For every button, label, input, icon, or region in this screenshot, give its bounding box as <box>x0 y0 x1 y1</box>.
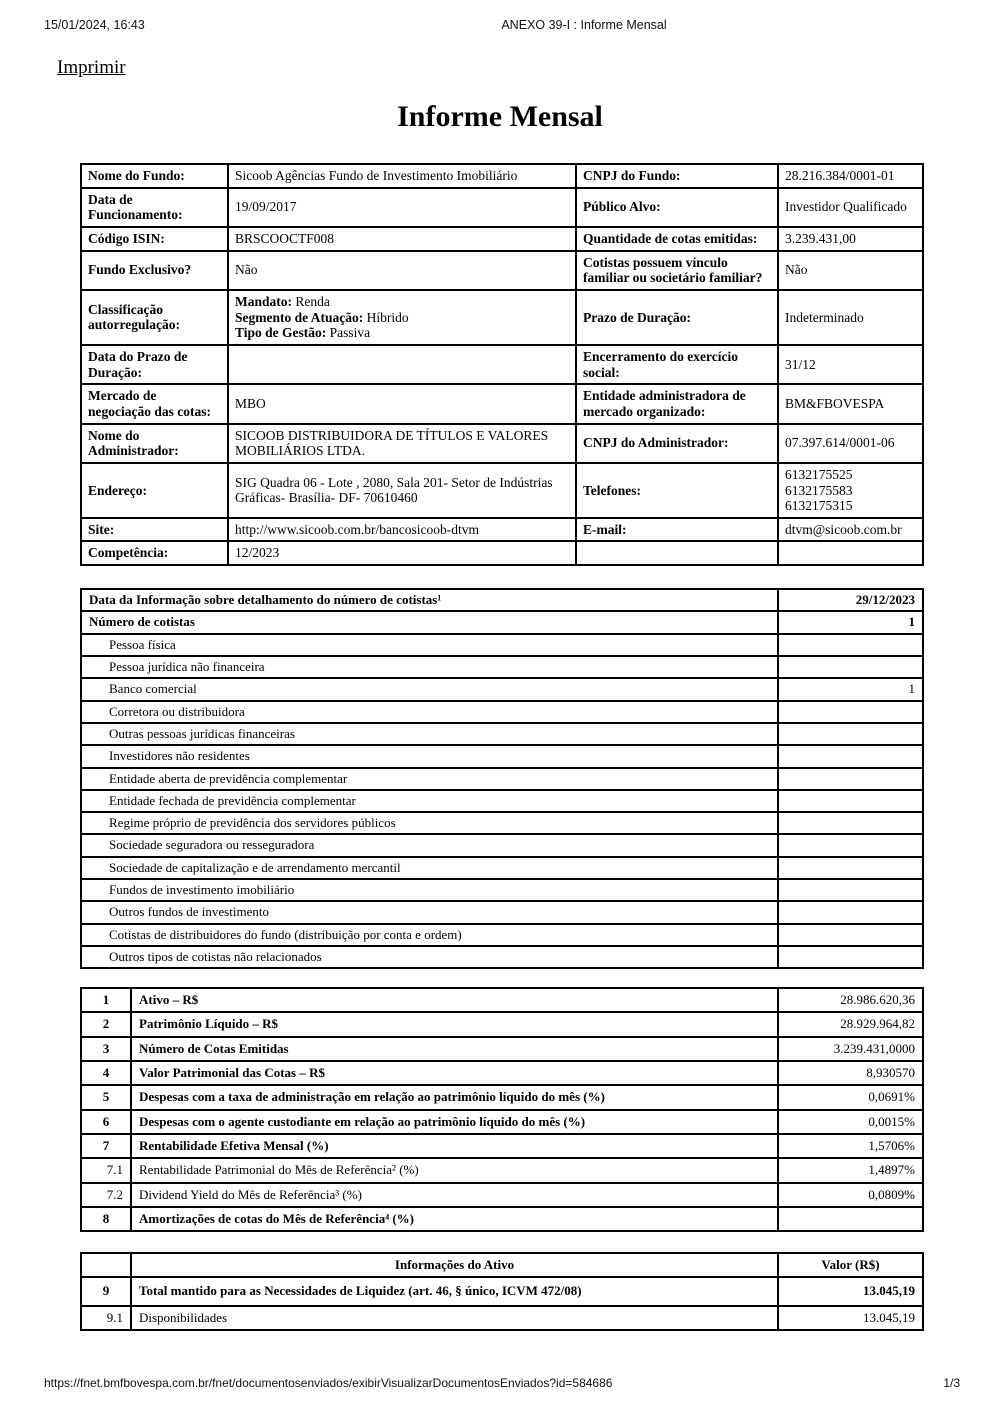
field-label: Data do Prazo de Duração: <box>81 345 228 384</box>
field-label: CNPJ do Administrador: <box>576 424 778 463</box>
table-row <box>81 345 923 384</box>
cotista-type-value <box>778 812 923 834</box>
asset-info-title: Informações do Ativo <box>131 1253 778 1277</box>
fund-info-table <box>80 163 924 566</box>
item-label: Rentabilidade Efetiva Mensal (%) <box>131 1134 778 1158</box>
table-row <box>81 424 923 463</box>
item-label: Número de Cotas Emitidas <box>131 1037 778 1061</box>
table-row <box>81 384 923 423</box>
table-row <box>81 901 923 923</box>
doc-header-title: ANEXO 39-I : Informe Mensal <box>501 18 667 32</box>
inline-label: Segmento de Atuação: <box>235 309 364 325</box>
cotista-type-label: Regime próprio de previdência dos servidores públicos <box>81 812 778 834</box>
item-value: 13.045,19 <box>778 1306 923 1330</box>
cotistas-date-value: 29/12/2023 <box>778 589 923 611</box>
item-number: 4 <box>81 1061 131 1085</box>
field-value: 28.216.384/0001-01 <box>778 164 923 188</box>
field-label: Quantidade de cotas emitidas: <box>576 227 778 251</box>
field-value <box>778 541 923 565</box>
item-label: Patrimônio Líquido – R$ <box>131 1012 778 1036</box>
table-row <box>81 988 923 1012</box>
field-label: Endereço: <box>81 463 228 518</box>
field-label: Fundo Exclusivo? <box>81 251 228 290</box>
field-value: Investidor Qualificado <box>778 188 923 227</box>
table-row <box>81 790 923 812</box>
item-value: 3.239.431,0000 <box>778 1037 923 1061</box>
field-label: Mercado de negociação das cotas: <box>81 384 228 423</box>
field-label: Data de Funcionamento: <box>81 188 228 227</box>
phone-number: 6132175525 <box>785 466 853 482</box>
table-row <box>81 541 923 565</box>
item-label: Despesas com a taxa de administração em relação ao patrimônio líquido do mês (%) <box>131 1085 778 1109</box>
item-number: 7 <box>81 1134 131 1158</box>
field-label: Público Alvo: <box>576 188 778 227</box>
field-value: http://www.sicoob.com.br/bancosicoob-dtvm <box>228 518 576 542</box>
field-label: E-mail: <box>576 518 778 542</box>
item-number: 5 <box>81 1085 131 1109</box>
table-row <box>81 1012 923 1036</box>
asset-info-table <box>80 1252 924 1331</box>
field-label: Código ISIN: <box>81 227 228 251</box>
footer-url: https://fnet.bmfbovespa.com.br/fnet/documentosenviados/exibirVisualizarDocumentosEnviados?id=584686 <box>44 1376 613 1390</box>
table-row <box>81 1085 923 1109</box>
indicators-table <box>80 987 924 1232</box>
cotista-type-value <box>778 634 923 656</box>
inline-label: Mandato: <box>235 293 292 309</box>
table-row <box>81 1110 923 1134</box>
item-number: 8 <box>81 1207 131 1231</box>
item-value: 0,0691% <box>778 1085 923 1109</box>
cotistas-table <box>80 588 924 969</box>
cotistas-date-label: Data da Informação sobre detalhamento do número de cotistas¹ <box>81 589 778 611</box>
table-row <box>81 518 923 542</box>
phone-number: 6132175315 <box>785 498 853 514</box>
table-row <box>81 812 923 834</box>
field-value: BRSCOOCTF008 <box>228 227 576 251</box>
field-value: 31/12 <box>778 345 923 384</box>
field-value: 07.397.614/0001-06 <box>778 424 923 463</box>
field-value: SIG Quadra 06 - Lote , 2080, Sala 201- Setor de Indústrias Gráficas- Brasília- DF- 70610460 <box>228 463 576 518</box>
table-row <box>81 745 923 767</box>
item-label: Ativo – R$ <box>131 988 778 1012</box>
item-number: 7.2 <box>81 1183 131 1207</box>
cotista-type-label: Banco comercial <box>81 678 778 700</box>
table-row <box>81 834 923 856</box>
field-label: Telefones: <box>576 463 778 518</box>
table-row <box>81 723 923 745</box>
table-row <box>81 1037 923 1061</box>
field-value: dtvm@sicoob.com.br <box>778 518 923 542</box>
table-row <box>81 678 923 700</box>
field-value: Indeterminado <box>778 290 923 345</box>
inline-value: Renda <box>295 293 330 309</box>
cotista-type-value <box>778 768 923 790</box>
item-number: 1 <box>81 988 131 1012</box>
item-value: 28.986.620,36 <box>778 988 923 1012</box>
cotista-type-value <box>778 857 923 879</box>
phones-cell <box>778 463 923 518</box>
table-row <box>81 589 923 611</box>
table-row <box>81 463 923 518</box>
cotista-type-label: Sociedade seguradora ou resseguradora <box>81 834 778 856</box>
table-row <box>81 857 923 879</box>
cotista-type-value <box>778 946 923 968</box>
table-row <box>81 290 923 345</box>
field-label <box>576 541 778 565</box>
table-row <box>81 1207 923 1231</box>
table-row <box>81 1061 923 1085</box>
item-label: Total mantido para as Necessidades de Liquidez (art. 46, § único, ICVM 472/08) <box>131 1277 778 1305</box>
cotista-type-label: Cotistas de distribuidores do fundo (distribuição por conta e ordem) <box>81 924 778 946</box>
field-label: Site: <box>81 518 228 542</box>
field-label: Nome do Administrador: <box>81 424 228 463</box>
cotista-type-label: Fundos de investimento imobiliário <box>81 879 778 901</box>
field-value: Sicoob Agências Fundo de Investimento Imobiliário <box>228 164 576 188</box>
field-label: Prazo de Duração: <box>576 290 778 345</box>
table-row <box>81 946 923 968</box>
cotista-type-value <box>778 790 923 812</box>
print-link[interactable]: Imprimir <box>57 57 126 78</box>
table-row <box>81 164 923 188</box>
field-value: 3.239.431,00 <box>778 227 923 251</box>
cotista-type-label: Outros tipos de cotistas não relacionados <box>81 946 778 968</box>
field-value: MBO <box>228 384 576 423</box>
item-value: 1,5706% <box>778 1134 923 1158</box>
field-label: Classificação autorregulação: <box>81 290 228 345</box>
table-row <box>81 1277 923 1305</box>
table-row <box>81 701 923 723</box>
cotista-type-label: Outros fundos de investimento <box>81 901 778 923</box>
cotista-type-label: Sociedade de capitalização e de arrendamento mercantil <box>81 857 778 879</box>
item-label: Rentabilidade Patrimonial do Mês de Referência² (%) <box>131 1158 778 1182</box>
field-value: Não <box>228 251 576 290</box>
table-row <box>81 188 923 227</box>
field-label: Encerramento do exercício social: <box>576 345 778 384</box>
cotista-type-label: Pessoa física <box>81 634 778 656</box>
table-row <box>81 227 923 251</box>
cotistas-total-value: 1 <box>778 611 923 633</box>
cotista-type-value <box>778 656 923 678</box>
footer-page-number: 1/3 <box>943 1376 960 1390</box>
asset-value-header: Valor (R$) <box>778 1253 923 1277</box>
empty-cell <box>81 1253 131 1277</box>
item-label: Amortizações de cotas do Mês de Referência⁴ (%) <box>131 1207 778 1231</box>
item-label: Despesas com o agente custodiante em relação ao patrimônio líquido do mês (%) <box>131 1110 778 1134</box>
cotista-type-label: Corretora ou distribuidora <box>81 701 778 723</box>
table-row <box>81 1158 923 1182</box>
item-value: 28.929.964,82 <box>778 1012 923 1036</box>
classification-line <box>235 325 569 341</box>
inline-label: Tipo de Gestão: <box>235 325 327 341</box>
field-value: 19/09/2017 <box>228 188 576 227</box>
inline-value: Híbrido <box>366 309 409 325</box>
item-value: 8,930570 <box>778 1061 923 1085</box>
table-row <box>81 251 923 290</box>
item-label: Dividend Yield do Mês de Referência³ (%) <box>131 1183 778 1207</box>
cotista-type-value <box>778 723 923 745</box>
item-number: 3 <box>81 1037 131 1061</box>
cotista-type-label: Entidade aberta de previdência complementar <box>81 768 778 790</box>
cotistas-total-label: Número de cotistas <box>81 611 778 633</box>
cotista-type-label: Pessoa jurídica não financeira <box>81 656 778 678</box>
inline-value: Passiva <box>329 325 371 341</box>
page-title: Informe Mensal <box>397 100 603 133</box>
table-row <box>81 768 923 790</box>
table-row <box>81 924 923 946</box>
field-value <box>228 345 576 384</box>
cotista-type-value: 1 <box>778 678 923 700</box>
item-number: 7.1 <box>81 1158 131 1182</box>
cotista-type-value <box>778 924 923 946</box>
item-value: 0,0809% <box>778 1183 923 1207</box>
item-value <box>778 1207 923 1231</box>
cotista-type-value <box>778 834 923 856</box>
item-number: 9.1 <box>81 1306 131 1330</box>
cotista-type-value <box>778 879 923 901</box>
field-label: Nome do Fundo: <box>81 164 228 188</box>
item-number: 6 <box>81 1110 131 1134</box>
cotista-type-label: Outras pessoas jurídicas financeiras <box>81 723 778 745</box>
classification-line <box>235 310 569 326</box>
table-row <box>81 1134 923 1158</box>
item-number: 9 <box>81 1277 131 1305</box>
item-label: Disponibilidades <box>131 1306 778 1330</box>
table-row <box>81 1253 923 1277</box>
classification-cell <box>228 290 576 345</box>
item-value: 0,0015% <box>778 1110 923 1134</box>
item-label: Valor Patrimonial das Cotas – R$ <box>131 1061 778 1085</box>
item-value: 1,4897% <box>778 1158 923 1182</box>
item-number: 2 <box>81 1012 131 1036</box>
field-label: Entidade administradora de mercado organizado: <box>576 384 778 423</box>
print-timestamp: 15/01/2024, 16:43 <box>44 18 145 32</box>
table-row <box>81 656 923 678</box>
field-value: Não <box>778 251 923 290</box>
table-row <box>81 634 923 656</box>
cotista-type-value <box>778 901 923 923</box>
field-label: Cotistas possuem vínculo familiar ou societário familiar? <box>576 251 778 290</box>
cotista-type-value <box>778 745 923 767</box>
field-value: SICOOB DISTRIBUIDORA DE TÍTULOS E VALORES MOBILIÁRIOS LTDA. <box>228 424 576 463</box>
field-value: BM&FBOVESPA <box>778 384 923 423</box>
cotista-type-label: Investidores não residentes <box>81 745 778 767</box>
field-value: 12/2023 <box>228 541 576 565</box>
document-body <box>80 163 922 1331</box>
item-value: 13.045,19 <box>778 1277 923 1305</box>
print-link-row <box>57 57 126 79</box>
cotista-type-label: Entidade fechada de previdência complementar <box>81 790 778 812</box>
table-row <box>81 611 923 633</box>
cotista-type-value <box>778 701 923 723</box>
table-row <box>81 879 923 901</box>
phone-number: 6132175583 <box>785 482 853 498</box>
classification-line <box>235 294 569 310</box>
table-row <box>81 1306 923 1330</box>
field-label: CNPJ do Fundo: <box>576 164 778 188</box>
field-label: Competência: <box>81 541 228 565</box>
table-row <box>81 1183 923 1207</box>
